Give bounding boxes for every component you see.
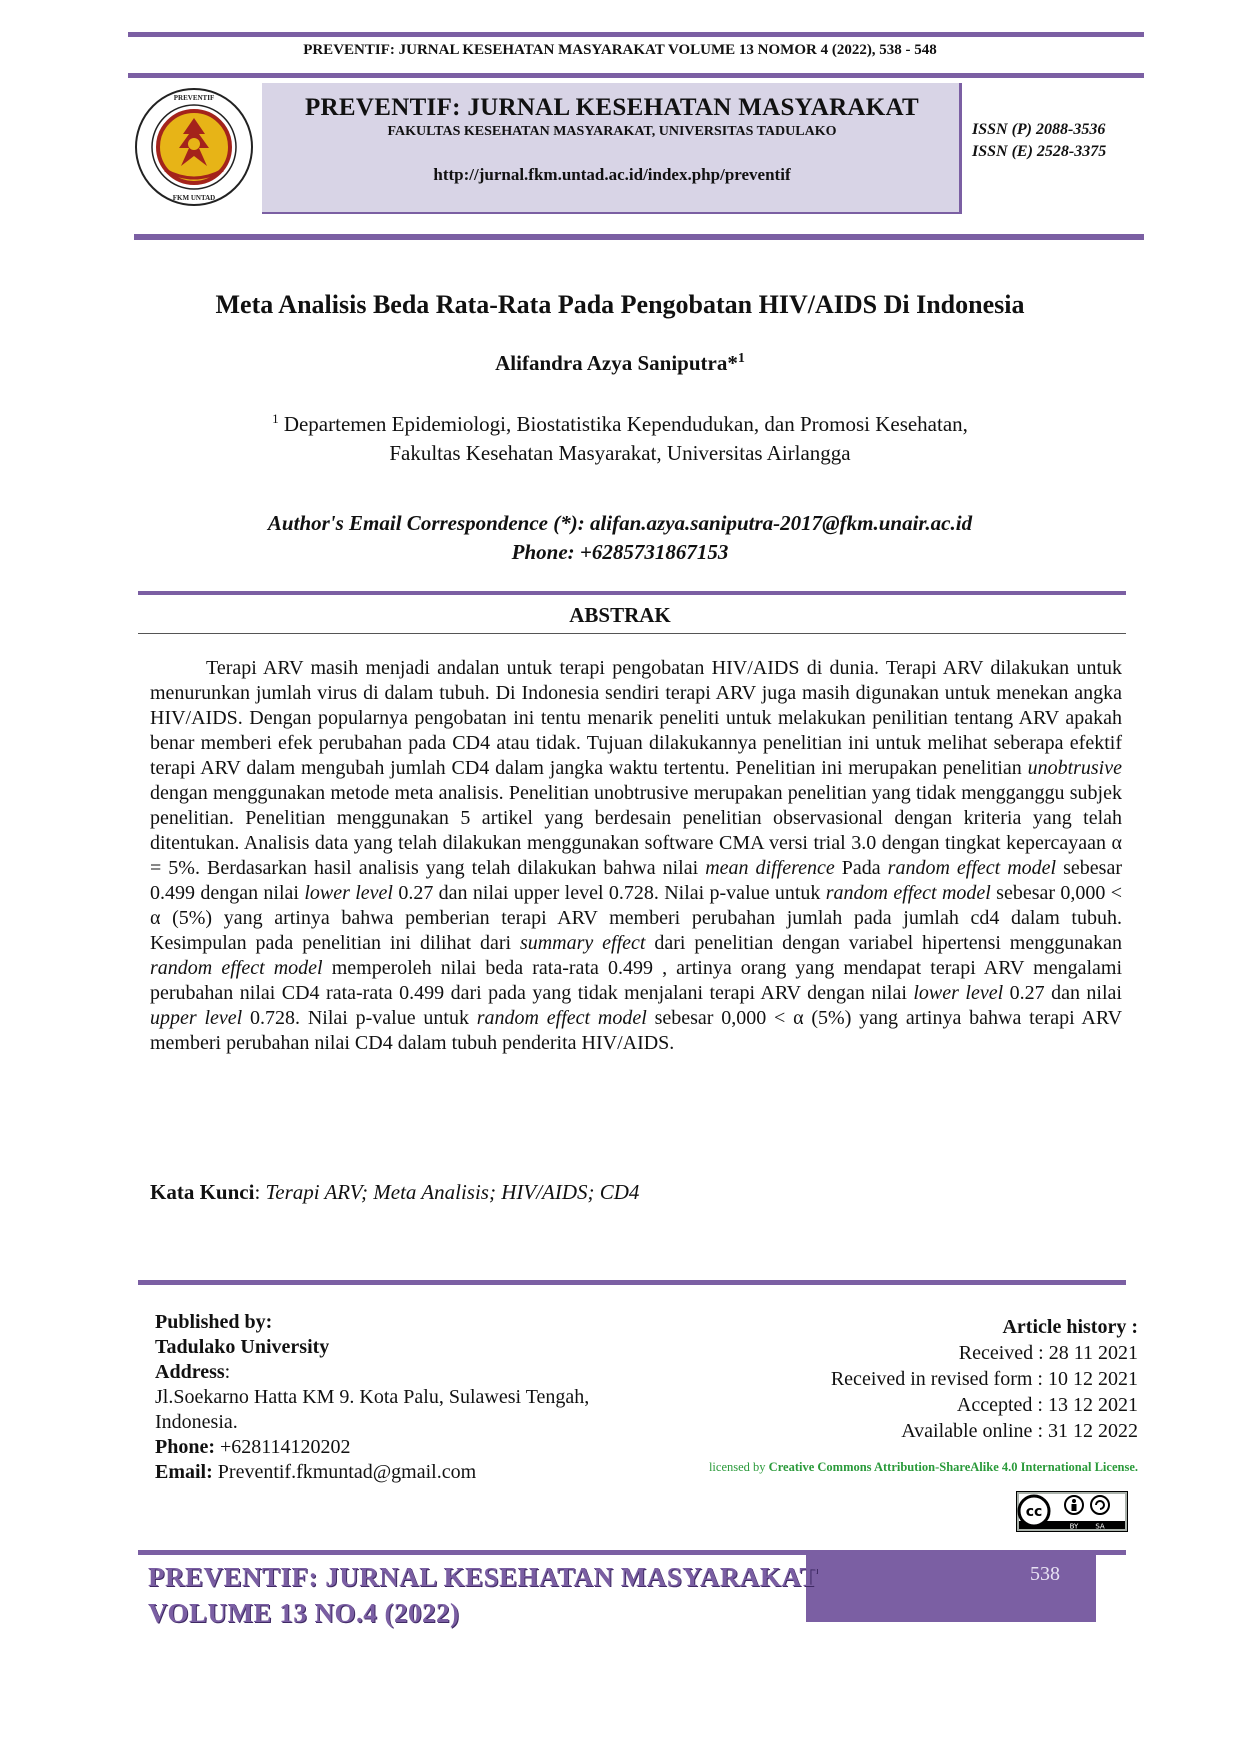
- footer-journal-title: [148, 1559, 818, 1631]
- sa-icon: [1091, 1496, 1109, 1514]
- abstract-text: Pada: [834, 857, 888, 879]
- history-revised: Received in revised form : 10 12 2021: [830, 1368, 1138, 1390]
- abstract-text: sebesar 0.499 dengan nilai: [150, 857, 1122, 904]
- abstract-text: 0.728. Nilai p-value untuk: [242, 1007, 477, 1029]
- keywords-separator: :: [254, 1180, 266, 1204]
- article-title: Meta Analisis Beda Rata-Rata Pada Pengobatan HIV/AIDS Di Indonesia: [215, 290, 1025, 319]
- history-label: Article history :: [1002, 1316, 1138, 1338]
- abstract-italic: upper level: [150, 1007, 243, 1029]
- correspondence-phone: Phone: +6285731867153: [511, 540, 729, 564]
- author-sup: 1: [737, 351, 745, 366]
- address-label: Address: [155, 1361, 225, 1383]
- abstract-italic: random effect model: [825, 882, 991, 904]
- abstract-italic: lower level: [913, 982, 1004, 1004]
- cc-by-sa-badge[interactable]: [1016, 1491, 1128, 1532]
- issn-print: ISSN (P) 2088-3536: [972, 121, 1106, 138]
- keywords-value: Terapi ARV; Meta Analisis; HIV/AIDS; CD4: [265, 1180, 640, 1204]
- abstract-text: dari penelitian dengan variabel hipertensi menggunakan: [645, 932, 1122, 954]
- abstract-body: [150, 656, 1122, 1056]
- email-label: Email:: [155, 1461, 213, 1483]
- publisher-phone: +628114120202: [215, 1436, 351, 1458]
- abstract-italic: random effect model: [476, 1007, 647, 1029]
- svg-text:FKM UNTAD: FKM UNTAD: [172, 194, 216, 202]
- svg-text:PREVENTIF: PREVENTIF: [173, 94, 215, 102]
- keywords-label: Kata Kunci: [150, 1180, 255, 1204]
- issn-block: [972, 119, 1106, 163]
- publisher-name: Tadulako University: [155, 1336, 330, 1358]
- footer-top-rule: [138, 1280, 1126, 1285]
- svg-text:cc: cc: [1025, 1504, 1043, 1520]
- abstract-text: 0.27 dan nilai upper level 0.728. Nilai p-value untuk: [392, 882, 826, 904]
- affiliation-line-1-text: Departemen Epidemiologi, Biostatistika Kependudukan, dan Promosi Kesehatan,: [283, 412, 968, 436]
- abstract-text: sebesar 0,000 < α (5%) yang artinya bahwa terapi ARV memberi perubahan nilai CD4 dalam tubuh penderita HIV/AIDS.: [150, 1007, 1123, 1054]
- abstract-italic: random effect model: [150, 957, 323, 979]
- abstract-italic: lower level: [304, 882, 393, 904]
- abstract-text: memperoleh nilai beda rata-rata 0.499 , artinya orang yang mendapat terapi ARV mengalami perubahan nilai CD4 rata-rata 0.499 dari pada yang tidak menjalani terapi ARV dengan nilai: [150, 957, 1123, 1004]
- page-number: 538: [1030, 1563, 1060, 1585]
- license-link[interactable]: Creative Commons Attribution-ShareAlike 4.0 International License.: [768, 1460, 1138, 1474]
- keywords: [150, 1180, 639, 1205]
- faculty-name: FAKULTAS KESEHATAN MASYARAKAT, UNIVERSITAS TADULAKO: [387, 124, 837, 139]
- publisher-email[interactable]: Preventif.fkmuntad@gmail.com: [212, 1461, 477, 1483]
- phone-label: Phone:: [155, 1436, 215, 1458]
- journal-url[interactable]: http://jurnal.fkm.untad.ac.id/index.php/preventif: [433, 165, 791, 184]
- abstract-heading: ABSTRAK: [569, 603, 671, 627]
- abstract-text: sebesar 0,000 < α (5%) yang artinya bahwa pemberian terapi ARV memberi perubahan jumlah pada jumlah cd4 dalam tubuh. Kesimpulan pada penelitian ini dilihat dari: [150, 882, 1123, 954]
- affiliation-line-2: Fakultas Kesehatan Masyarakat, Universitas Airlangga: [389, 441, 851, 465]
- top-rule: [128, 32, 1144, 37]
- masthead-bottom-rule: [134, 234, 1144, 240]
- author-name: [100, 351, 1140, 376]
- badge-by-text: BY: [1069, 1522, 1079, 1531]
- license-line: [560, 1460, 1138, 1475]
- abstract-heading-rule: [138, 633, 1126, 634]
- affiliation-line-1: [100, 404, 1140, 439]
- running-head: PREVENTIF: JURNAL KESEHATAN MASYARAKAT VOLUME 13 NOMOR 4 (2022), 538 - 548: [303, 42, 937, 58]
- badge-sa-text: SA: [1095, 1522, 1105, 1531]
- abstract-text: 0.27 dan nilai: [1003, 982, 1122, 1004]
- history-received: Received : 28 11 2021: [958, 1342, 1138, 1364]
- article-history: [720, 1314, 1138, 1444]
- publisher-address: Jl.Soekarno Hatta KM 9. Kota Palu, Sulawesi Tengah, Indonesia.: [155, 1386, 590, 1433]
- publisher-block: [155, 1310, 675, 1485]
- correspondence-email: Author's Email Correspondence (*): alifan.azya.saniputra-2017@fkm.unair.ac.id: [267, 511, 973, 535]
- footer-line-2: VOLUME 13 NO.4 (2022): [148, 1598, 460, 1628]
- header-rule: [128, 73, 1144, 78]
- journal-name: PREVENTIF: JURNAL KESEHATAN MASYARAKAT: [304, 94, 919, 121]
- abstract-italic: summary effect: [519, 932, 646, 954]
- author-text: Alifandra Azya Saniputra*: [495, 351, 738, 375]
- abstract-italic: unobtrusive: [1027, 757, 1122, 779]
- footer-line-1: PREVENTIF: JURNAL KESEHATAN MASYARAKAT: [148, 1562, 818, 1592]
- history-accepted: Accepted : 13 12 2021: [956, 1394, 1138, 1416]
- affiliation: [100, 404, 1140, 468]
- published-by-label: Published by:: [155, 1311, 273, 1333]
- issn-electronic: ISSN (E) 2528-3375: [972, 143, 1107, 160]
- history-online: Available online : 31 12 2022: [901, 1420, 1138, 1442]
- abstract-italic: random effect model: [887, 857, 1057, 879]
- abstract-italic: mean difference: [705, 857, 835, 879]
- license-prefix: licensed by: [708, 1460, 769, 1474]
- abstract-top-rule: [138, 591, 1126, 595]
- correspondence: [100, 509, 1140, 567]
- affiliation-sup: 1: [272, 411, 279, 426]
- abstract-text: Terapi ARV masih menjadi andalan untuk terapi pengobatan HIV/AIDS di dunia. Terapi ARV dilakukan untuk menurunkan jumlah virus di dalam tubuh. Di Indonesia sendiri terapi ARV juga masih digunakan untuk menekan angka HIV/AIDS. Dengan popularnya pengobatan ini tentu menarik peneliti untuk melakukan penilitian tentang ARV apakah benar memberi efek perubahan pada CD4 atau tidak. Tujuan dilakukannya penelitian ini untuk melihat seberapa efektif terapi ARV dalam mengubah jumlah CD4 dalam jangka waktu tertentu. Penelitian ini merupakan penelitian: [150, 657, 1122, 779]
- abstract-text: dengan menggunakan metode meta analisis. Penelitian unobtrusive merupakan penelitian yang tidak mengganggu subjek penelitian. Penelitian menggunakan 5 artikel yang berdesain penelitian observasional dengan kriteria yang telah ditentukan. Analisis data yang telah dilakukan menggunakan software CMA versi trial 3.0 dengan tingkat kepercayaan α = 5%. Berdasarkan hasil analisis yang telah dilakukan bahwa nilai: [150, 782, 1122, 879]
- address-colon: :: [224, 1361, 231, 1383]
- journal-logo: [133, 86, 255, 208]
